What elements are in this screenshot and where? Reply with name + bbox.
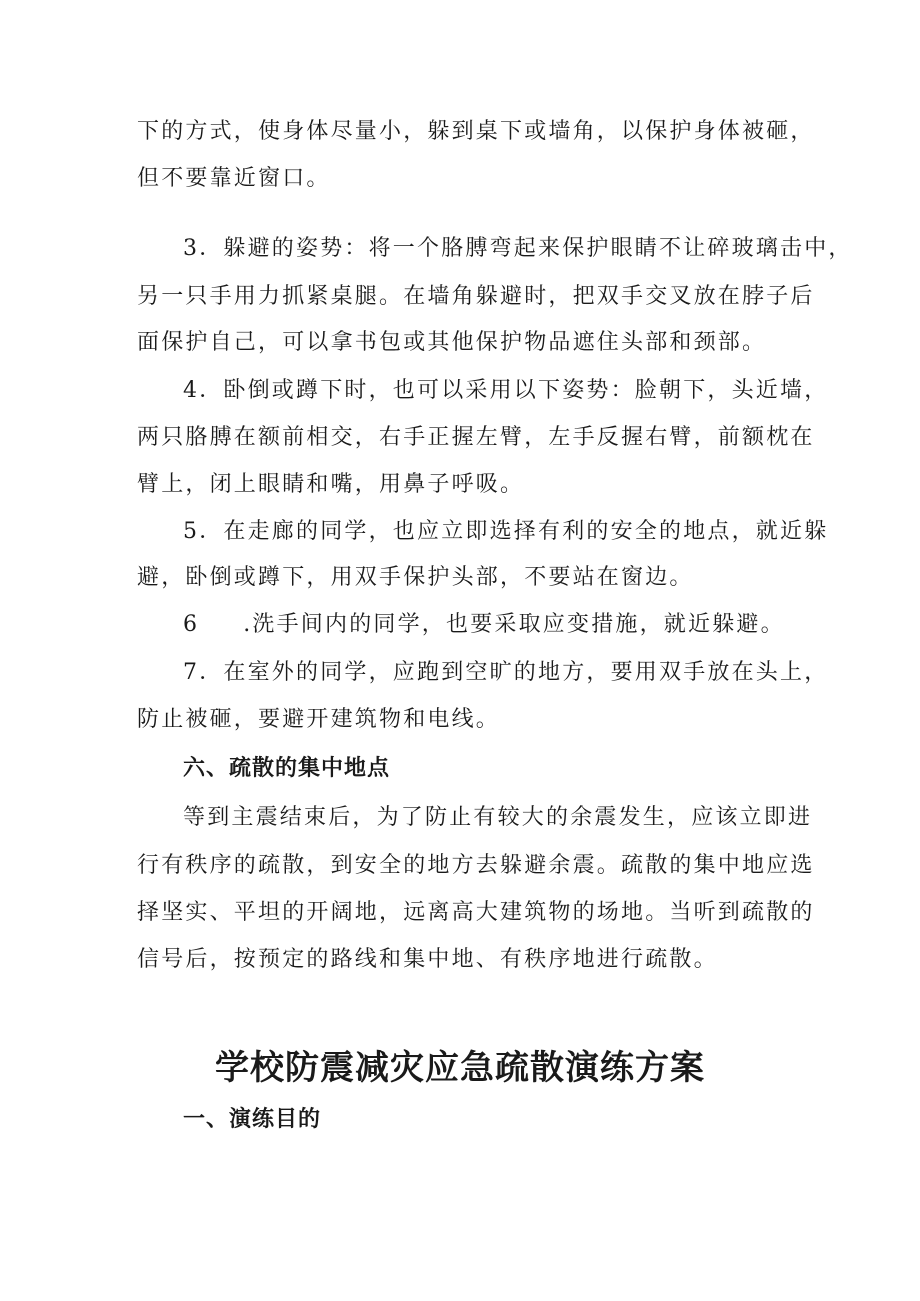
list-item-4-line: 4．卧倒或蹲下时，也可以采用以下姿势：脸朝下，头近墙， <box>183 378 829 403</box>
list-item-4-line: 两只胳膊在额前相交，右手正握左臂，左手反握右臂，前额枕在 <box>137 425 815 450</box>
section-paragraph-line: 等到主震结束后，为了防止有较大的余震发生，应该立即进 <box>183 805 813 830</box>
list-item-6-text: .洗手间内的同学，也要采取应变措施，就近躲避。 <box>243 612 785 637</box>
list-item-3-line: 面保护自己，可以拿书包或其他保护物品遮住头部和颈部。 <box>137 330 767 355</box>
list-item-6-line <box>183 610 785 640</box>
list-item-7-line: 防止被砸，要避开建筑物和电线。 <box>137 707 501 732</box>
list-item-3-line: 另一只手用力抓紧桌腿。在墙角躲避时，把双手交叉放在脖子后 <box>137 284 815 309</box>
paragraph-line: 下的方式，使身体尽量小，躲到桌下或墙角，以保护身体被砸， <box>137 119 815 144</box>
section-paragraph-line: 信号后，按预定的路线和集中地、有秩序地进行疏散。 <box>137 947 718 972</box>
list-item-6-number: 6 <box>183 612 200 637</box>
section-paragraph-line: 行有秩序的疏散，到安全的地方去躲避余震。疏散的集中地应选 <box>137 853 815 878</box>
section-heading: 六、疏散的集中地点 <box>183 756 391 781</box>
list-item-5-line: 5．在走廊的同学，也应立即选择有利的安全的地点，就近躲 <box>183 519 829 544</box>
paragraph-line: 但不要靠近窗口。 <box>137 166 331 191</box>
section-heading: 一、演练目的 <box>183 1107 322 1132</box>
list-item-4-line: 臂上，闭上眼睛和嘴，用鼻子呼吸。 <box>137 472 525 497</box>
document-title: 学校防震减灾应急疏散演练方案 <box>215 1048 705 1088</box>
section-paragraph-line: 择坚实、平坦的开阔地，远离高大建筑物的场地。当听到疏散的 <box>137 900 815 925</box>
list-item-5-line: 避，卧倒或蹲下，用双手保护头部，不要站在窗边。 <box>137 565 694 590</box>
list-item-7-line: 7．在室外的同学，应跑到空旷的地方，要用双手放在头上， <box>183 660 829 685</box>
list-item-3-line: 3．躲避的姿势：将一个胳膊弯起来保护眼睛不让碎玻璃击中， <box>183 236 853 261</box>
